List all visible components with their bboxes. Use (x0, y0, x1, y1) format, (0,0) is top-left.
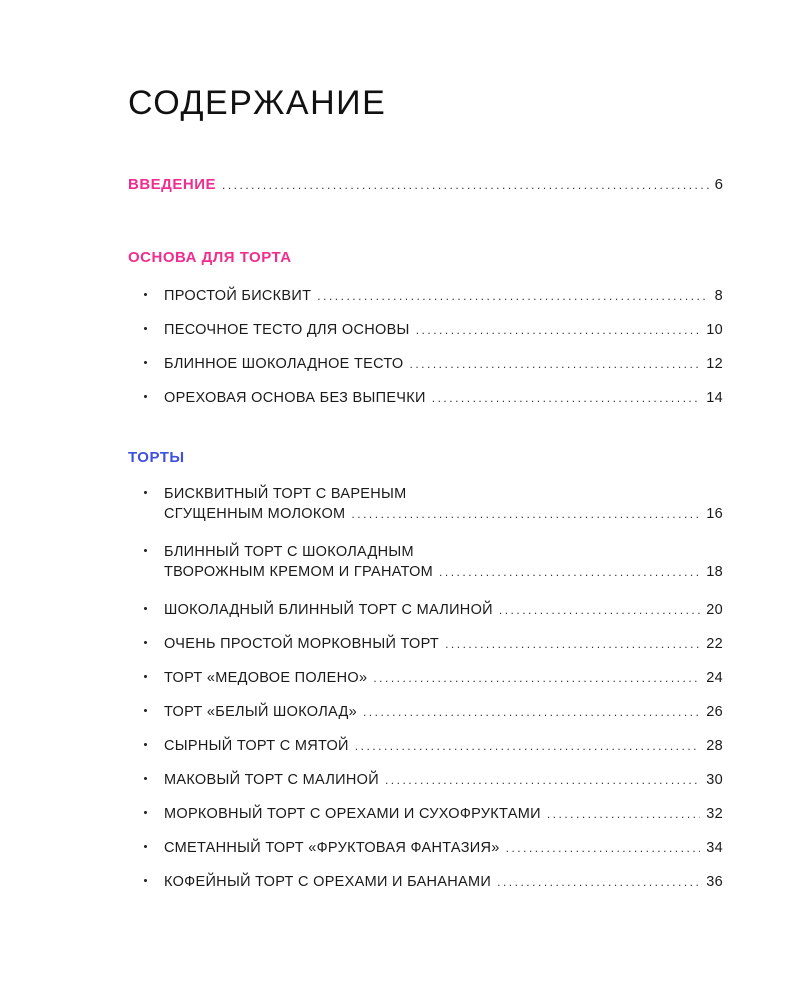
toc-entry[interactable] (140, 736, 723, 770)
bullet-icon (144, 641, 147, 644)
dot-leader (222, 178, 709, 192)
bullet-icon (144, 709, 147, 712)
entry-page-number: 24 (706, 670, 723, 686)
section-heading-osnova: ОСНОВА ДЛЯ ТОРТА (128, 249, 292, 266)
entry-page-number: 36 (706, 874, 723, 890)
entry-page-number: 14 (706, 390, 723, 406)
dot-leader (351, 504, 700, 524)
entry-title: ОЧЕНЬ ПРОСТОЙ МОРКОВНЫЙ ТОРТ (164, 636, 440, 652)
toc-entry[interactable] (140, 838, 723, 872)
dot-leader (432, 388, 701, 408)
entry-title: ОРЕХОВАЯ ОСНОВА БЕЗ ВЫПЕЧКИ (164, 390, 426, 406)
toc-list-osnova (140, 286, 723, 422)
bullet-icon (144, 491, 147, 494)
bullet-icon (144, 743, 147, 746)
toc-entry[interactable] (140, 320, 723, 354)
entry-page-number: 30 (706, 772, 723, 788)
section-heading-torty: ТОРТЫ (128, 449, 185, 466)
entry-title: ТОРТ «БЕЛЫЙ ШОКОЛАД» (164, 704, 357, 720)
dot-leader (499, 600, 700, 620)
dot-leader (363, 702, 700, 722)
entry-page-number: 20 (706, 602, 723, 618)
dot-leader (506, 838, 701, 858)
bullet-icon (144, 811, 147, 814)
bullet-icon (144, 361, 147, 364)
entry-title: СГУЩЕННЫМ МОЛОКОМ (164, 506, 346, 522)
entry-page-number: 34 (706, 840, 723, 856)
entry-title-line1: БЛИННЫЙ ТОРТ С ШОКОЛАДНЫМ (164, 544, 414, 560)
toc-intro-entry[interactable] (128, 176, 723, 193)
intro-label: ВВЕДЕНИЕ (128, 176, 216, 193)
dot-leader (317, 286, 708, 306)
dot-leader (385, 770, 700, 790)
bullet-icon (144, 293, 147, 296)
entry-title: ПРОСТОЙ БИСКВИТ (164, 288, 312, 304)
bullet-icon (144, 777, 147, 780)
entry-page-number: 18 (706, 564, 723, 580)
intro-page-number: 6 (714, 176, 723, 193)
entry-page-number: 12 (706, 356, 723, 372)
bullet-icon (144, 845, 147, 848)
entry-page-number: 26 (706, 704, 723, 720)
toc-entry[interactable] (140, 484, 723, 542)
dot-leader (497, 872, 700, 892)
bullet-icon (144, 675, 147, 678)
entry-title: КОФЕЙНЫЙ ТОРТ С ОРЕХАМИ И БАНАНАМИ (164, 874, 492, 890)
entry-page-number: 22 (706, 636, 723, 652)
entry-page-number: 32 (706, 806, 723, 822)
dot-leader (416, 320, 701, 340)
dot-leader (409, 354, 700, 374)
entry-title: МАКОВЫЙ ТОРТ С МАЛИНОЙ (164, 772, 379, 788)
dot-leader (445, 634, 700, 654)
toc-entry[interactable] (140, 872, 723, 906)
page-title: СОДЕРЖАНИЕ (128, 84, 387, 122)
entry-page-number: 16 (706, 506, 723, 522)
entry-title: СМЕТАННЫЙ ТОРТ «ФРУКТОВАЯ ФАНТАЗИЯ» (164, 840, 500, 856)
entry-title-line1: БИСКВИТНЫЙ ТОРТ С ВАРЕНЫМ (164, 486, 407, 502)
toc-entry[interactable] (140, 702, 723, 736)
bullet-icon (144, 395, 147, 398)
entry-page-number: 8 (714, 288, 723, 304)
entry-title: ТОРТ «МЕДОВОЕ ПОЛЕНО» (164, 670, 368, 686)
bullet-icon (144, 607, 147, 610)
toc-entry[interactable] (140, 668, 723, 702)
entry-title: ПЕСОЧНОЕ ТЕСТО ДЛЯ ОСНОВЫ (164, 322, 410, 338)
entry-page-number: 28 (706, 738, 723, 754)
toc-entry[interactable] (140, 286, 723, 320)
toc-entry[interactable] (140, 542, 723, 600)
bullet-icon (144, 327, 147, 330)
toc-entry[interactable] (140, 634, 723, 668)
dot-leader (439, 562, 700, 582)
entry-title: БЛИННОЕ ШОКОЛАДНОЕ ТЕСТО (164, 356, 404, 372)
entry-title: МОРКОВНЫЙ ТОРТ С ОРЕХАМИ И СУХОФРУКТАМИ (164, 806, 541, 822)
toc-entry[interactable] (140, 388, 723, 422)
entry-page-number: 10 (706, 322, 723, 338)
dot-leader (373, 668, 700, 688)
toc-entry[interactable] (140, 770, 723, 804)
entry-title: СЫРНЫЙ ТОРТ С МЯТОЙ (164, 738, 349, 754)
bullet-icon (144, 549, 147, 552)
toc-list-torty (140, 484, 723, 906)
entry-title: ШОКОЛАДНЫЙ БЛИННЫЙ ТОРТ С МАЛИНОЙ (164, 602, 493, 618)
bullet-icon (144, 879, 147, 882)
toc-entry[interactable] (140, 600, 723, 634)
entry-title: ТВОРОЖНЫМ КРЕМОМ И ГРАНАТОМ (164, 564, 434, 580)
dot-leader (547, 804, 700, 824)
dot-leader (355, 736, 700, 756)
toc-entry[interactable] (140, 354, 723, 388)
toc-entry[interactable] (140, 804, 723, 838)
